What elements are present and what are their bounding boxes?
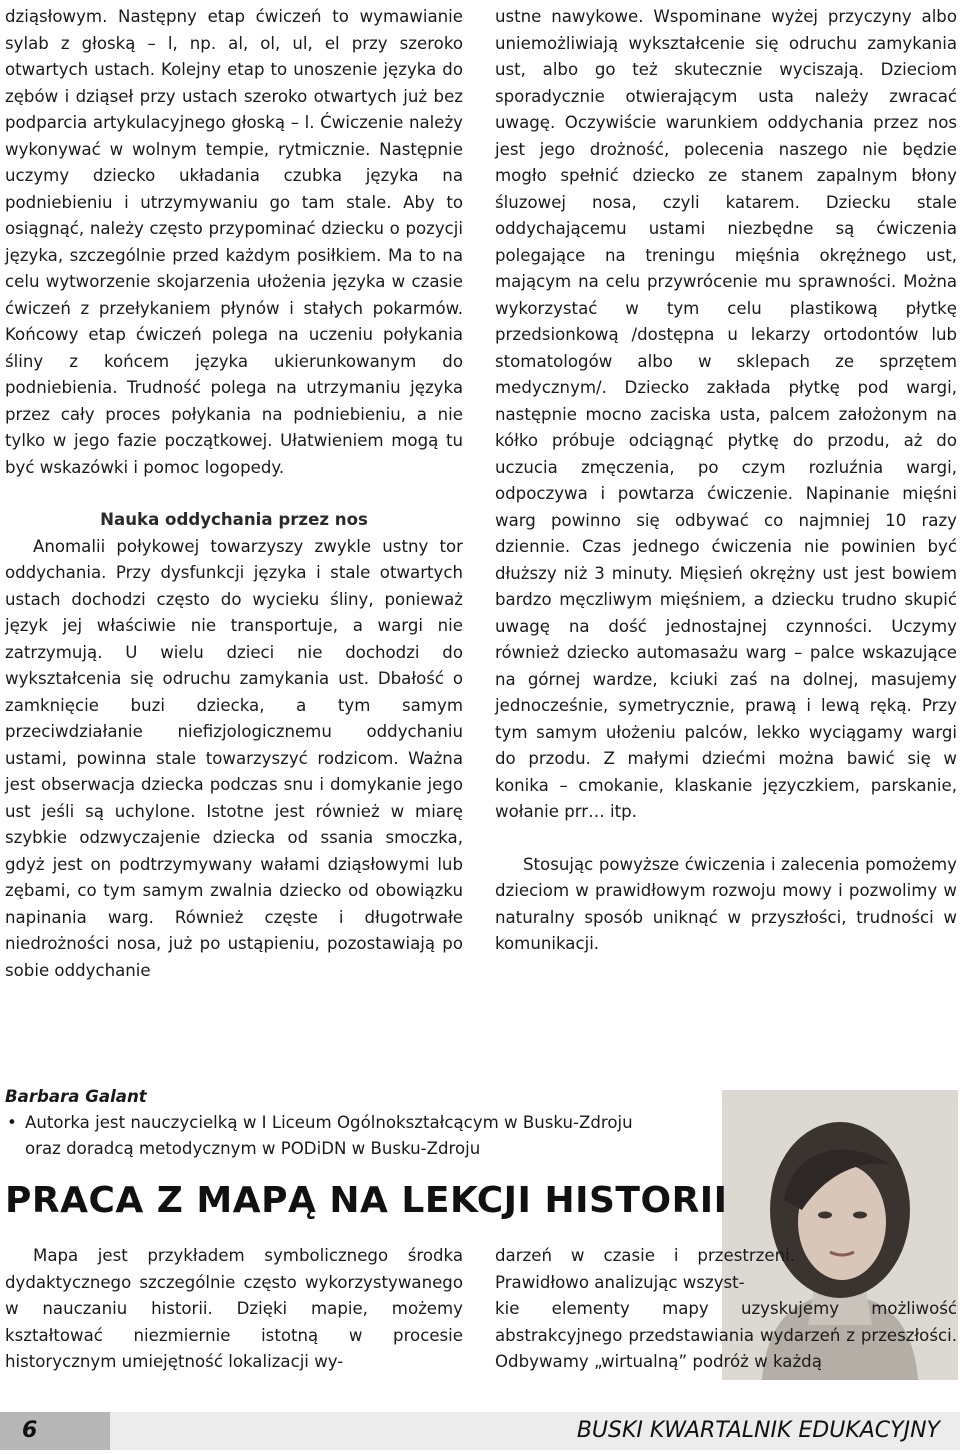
journal-name: BUSKI KWARTALNIK EDUKACYJNY — [576, 1418, 940, 1443]
column-4 — [495, 1243, 957, 1376]
article-title: PRACA Z MAPĄ NA LEKCJI HISTORII — [5, 1180, 728, 1221]
paragraph: darzeń w czasie i przestrzeni. Prawidłowo analizując wszyst- — [495, 1246, 795, 1292]
page-number-box — [0, 1412, 110, 1450]
paragraph: Stosując powyższe ćwiczenia i zalecenia pomożemy dzieciom w prawidłowym rozwoju mowy i pozwolimy w naturalny sposób uniknąć w przyszłości, trudności w komunikacji. — [495, 854, 957, 953]
author-bio-line: Autorka jest nauczycielką w I Liceum Ogólnokształcącym w Busku-Zdroju — [25, 1113, 633, 1132]
page-footer — [0, 1408, 960, 1454]
author-bio-list — [5, 1110, 705, 1162]
paragraph-gap — [495, 826, 957, 852]
author-bio — [25, 1110, 705, 1162]
author-name: Barbara Galant — [5, 1087, 147, 1106]
paragraph: dziąsłowym. Następny etap ćwiczeń to wymawianie sylab z głoską – l, np. al, ol, ul, el przy szeroko otwartych ustach. Kolejny etap to unoszenie języka do zębów i dziąseł przy ustach szeroko otwartych już bez podparcia artykulacyjnego głoską – l. Ćwiczenie należy wykonywać w wolnym tempie, rytmicznie. Następnie uczymy dziecko układania czubka języka na podniebieniu i utrzymywaniu go tam stale. Aby to osiągnąć, należy często przypominać dziecku o pozycji języka, szczególnie przed każdym posiłkiem. Ma to na celu wytworzenie skojarzenia ułożenia języka w czasie ćwiczeń z przełykaniem płynów i stałych pokarmów. Końcowy etap ćwiczeń polega na uczeniu połykania śliny z końcem języka ukierunkowanym do podniebienia. Trudność polega na utrzymaniu języka przez cały proces połykania na podniebieniu, a nie tylko w jego fazie początkowej. Ułatwieniem mogą tu być wskazówki i pomoc logopedy. — [5, 7, 463, 477]
paragraph: ustne nawykowe. Wspominane wyżej przyczyny albo uniemożliwiają wykształcenie się odruchu zamykania ust, albo go też skutecznie wyciszają. Dzieciom sporadycznie otwierającym usta należy zwracać uwagę. Oczywiście warunkiem oddychania przez nos jest jego drożność, polecenia naszego nie będzie mogło spełnić dziecko ze stanem zapalnym błony śluzowej nosa, czyli katarem. Dziecku stale oddychającemu ustami niezbędne są ćwiczenia polegające na treningu mięśnia okrężnego ust, mającym na celu przywrócenie mu sprawności. Można wykorzystać w tym celu plastikową płytkę przedsionkową /dostępna u lekarzy ortodontów lub stomatologów albo w sklepach ze sprzętem medycznym/. Dziecko zakłada płytkę pod wargi, następnie mocno zaciska usta, palcem założonym na kółko próbuje odciągnąć płytkę do przodu, aż do uczucia zmęczenia, po czym rozluźnia wargi, odpoczywa i powtarza ćwiczenie. Napinanie mięśni warg powinno się odbywać co najmniej 10 razy dziennie. Czas jednego ćwiczenia nie powinien być dłuższy niż 3 minuty. Mięsień okrężny ust jest bowiem bardzo męczliwym mięśniem, a dziecku trudno skupić uwagę na dość jednostajnej czynności. Uczymy również dziecko automasażu warg – palce wskazujące na górnej wardze, kciuki zaś na dolnej, masujemy jednocześnie, symetrycznie, prawą i lewą ręką. Przy tym samym ułożeniu palców, lekko wyciągamy wargi do przodu. Z małymi dziećmi można bawić się w konika – cmokanie, klaskanie języczkiem, parskanie, wołanie prr… itp. — [495, 7, 957, 821]
column-1 — [5, 4, 463, 984]
page-number: 6 — [22, 1418, 38, 1443]
paragraph: kie elementy mapy uzyskujemy możliwość abstrakcyjnego przedstawiania wydarzeń z przeszłości. Odbywamy „wirtualną” podróż w każdą — [495, 1299, 957, 1371]
column-2 — [495, 4, 957, 958]
column-3 — [5, 1243, 463, 1376]
author-bio-line: oraz doradcą metodycznym w PODiDN w Busku-Zdroju — [25, 1139, 481, 1158]
paragraph: Anomalii połykowej towarzyszy zwykle ustny tor oddychania. Przy dysfunkcji języka i stale otwartych ustach dochodzi często do wycieku śliny, ponieważ język jej właściwie nie transportuje, a wargi nie zatrzymują. U wielu dzieci nie dochodzi do wykształcenia się odruchu zamykania ust. Dbałość o zamknięcie buzi dziecka, a tym samym przeciwdziałanie niefizjologicznemu oddychaniu ustami, powinna stale towarzyszyć rodzicom. Ważna jest obserwacja dziecka podczas snu i domykanie jego ust jeśli są uchylone. Istotne jest również w miarę szybkie odzwyczajenie dziecka od ssania smoczka, gdyż jest on podtrzymywany wałami dziąsłowymi lub zębami, co tym samym zwalnia dziecko od obowiązku napinania warg. Również częste i długotrwałe niedrożności nosa, już po ustąpieniu, pozostawiają po sobie oddychanie — [5, 536, 463, 980]
paragraph: Mapa jest przykładem symbolicznego środka dydaktycznego szczególnie często wykorzystywanego w nauczaniu historii. Dzięki mapie, możemy kształtować niezmiernie istotną w procesie historycznym umiejętność lokalizacji wy- — [5, 1246, 463, 1371]
author-info — [5, 1084, 705, 1162]
section-heading: Nauka oddychania przez nos — [100, 510, 368, 529]
